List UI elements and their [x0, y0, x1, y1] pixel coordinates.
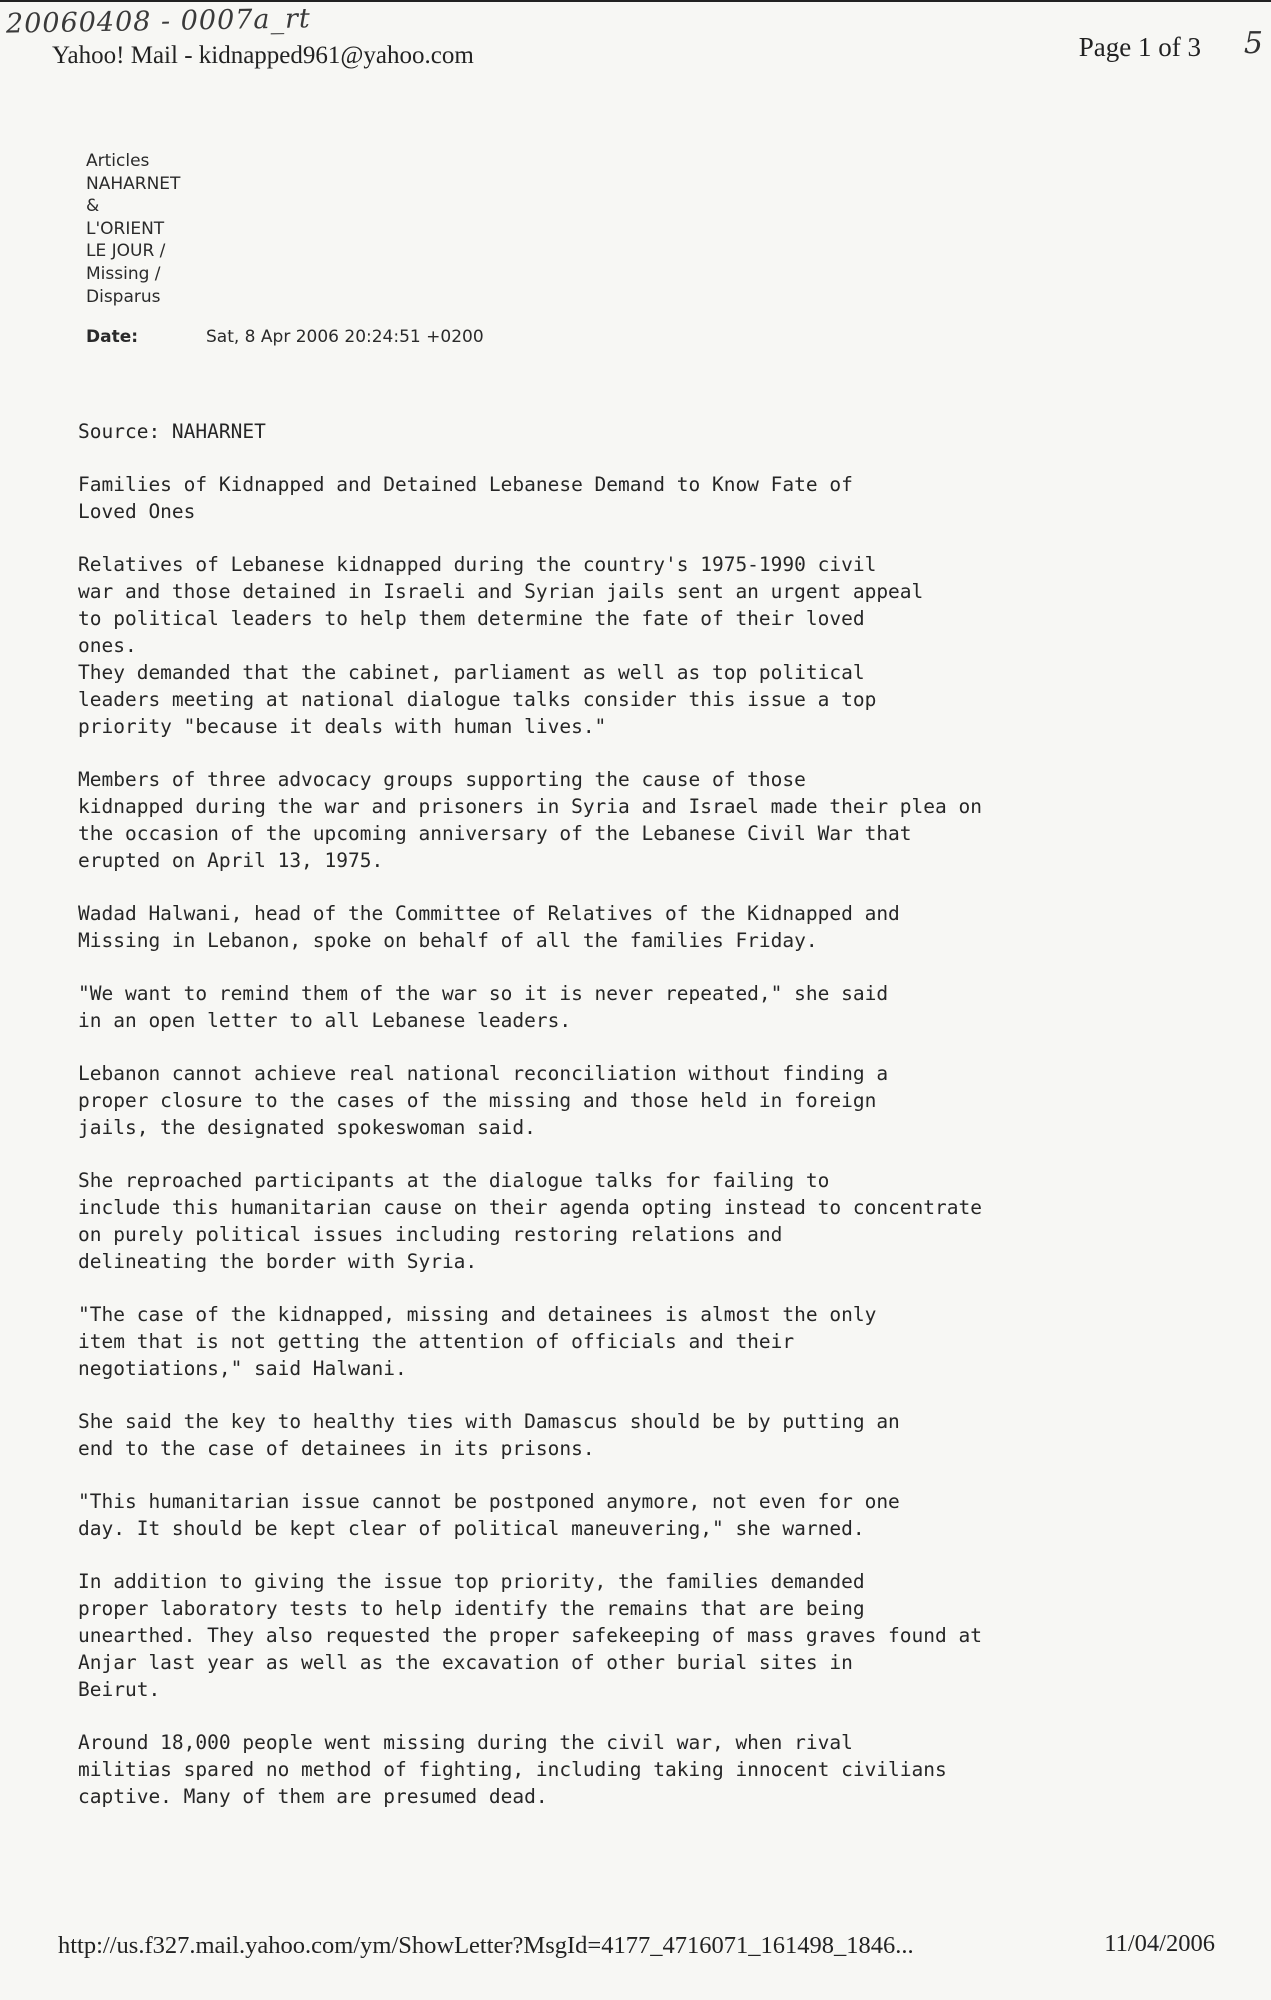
handwritten-note: 20060408 - 0007a_rt — [5, 3, 312, 40]
article-paragraph: In addition to giving the issue top priority, the families demanded proper laboratory tests to help identify the remains that are being unearthed. They also requested the proper safekeeping of mass graves found at Anjar last year as well as the excavation of other burial sites in Beirut. — [78, 1570, 982, 1701]
article-paragraph: Wadad Halwani, head of the Committee of Relatives of the Kidnapped and Missing in Lebanon, spoke on behalf of all the families Friday. — [78, 902, 900, 952]
handwritten-page-mark: 5 — [1243, 26, 1263, 61]
category-line: Disparus — [86, 286, 161, 307]
article-source: Source: NAHARNET — [78, 420, 266, 443]
category-line: Missing / — [86, 263, 161, 284]
print-footer-url: http://us.f327.mail.yahoo.com/ym/ShowLetter?MsgId=4177_4716071_161498_1846... — [58, 1932, 914, 1959]
category-line: Articles — [86, 151, 150, 171]
category-line: LE JOUR / — [86, 241, 166, 262]
scan-top-border — [0, 0, 1271, 2]
article-paragraph: "This humanitarian issue cannot be postponed anymore, not even for one day. It should be kept clear of political maneuvering," she warned. — [78, 1490, 900, 1540]
article-paragraph: She said the key to healthy ties with Damascus should be by putting an end to the case of detainees in its prisons. — [78, 1410, 900, 1460]
article-paragraph: "We want to remind them of the war so it is never repeated," she said in an open letter to all Lebanese leaders. — [78, 982, 889, 1032]
article-paragraph: She reproached participants at the dialogue talks for failing to include this humanitarian cause on their agenda opting instead to concentrate on purely political issues including restoring relations and delineating the border with Syria. — [78, 1169, 982, 1273]
article-headline: Families of Kidnapped and Detained Lebanese Demand to Know Fate of Loved Ones — [78, 473, 853, 523]
category-line: NAHARNET — [86, 173, 181, 194]
article-paragraph: Relatives of Lebanese kidnapped during the country's 1975-1990 civil war and those detained in Israeli and Syrian jails sent an urgent appeal to political leaders to help them determine the fate of their loved ones. They demanded that the cabinet, parliament as well as top political leaders meeting at national dialogue talks consider this issue a top priority "because it deals with human lives." — [78, 553, 924, 738]
article-paragraph: Members of three advocacy groups supporting the cause of those kidnapped during the war and prisoners in Syria and Israel made their plea on the occasion of the upcoming anniversary of the Lebanese Civil War that erupted on April 13, 1975. — [78, 768, 982, 872]
category-line: L'ORIENT — [86, 218, 165, 239]
print-footer-date: 11/04/2006 — [1104, 1930, 1215, 1957]
date-value: Sat, 8 Apr 2006 20:24:51 +0200 — [206, 327, 484, 347]
page-indicator: Page 1 of 3 — [1078, 32, 1201, 62]
message-category — [86, 150, 180, 308]
date-label: Date: — [86, 327, 139, 347]
print-header-title: Yahoo! Mail - kidnapped961@yahoo.com — [52, 42, 474, 69]
article-paragraph: "The case of the kidnapped, missing and detainees is almost the only item that is not getting the attention of officials and their negotiations," said Halwani. — [78, 1303, 877, 1380]
message-body — [78, 418, 1188, 1836]
message-date-row — [86, 327, 484, 347]
article-paragraph: Lebanon cannot achieve real national reconciliation without finding a proper closure to the cases of the missing and those held in foreign jails, the designated spokeswoman said. — [78, 1062, 889, 1139]
category-line: & — [86, 196, 100, 217]
article-paragraph: Around 18,000 people went missing during the civil war, when rival militias spared no method of fighting, including taking innocent civilians captive. Many of them are presumed dead. — [78, 1731, 947, 1808]
